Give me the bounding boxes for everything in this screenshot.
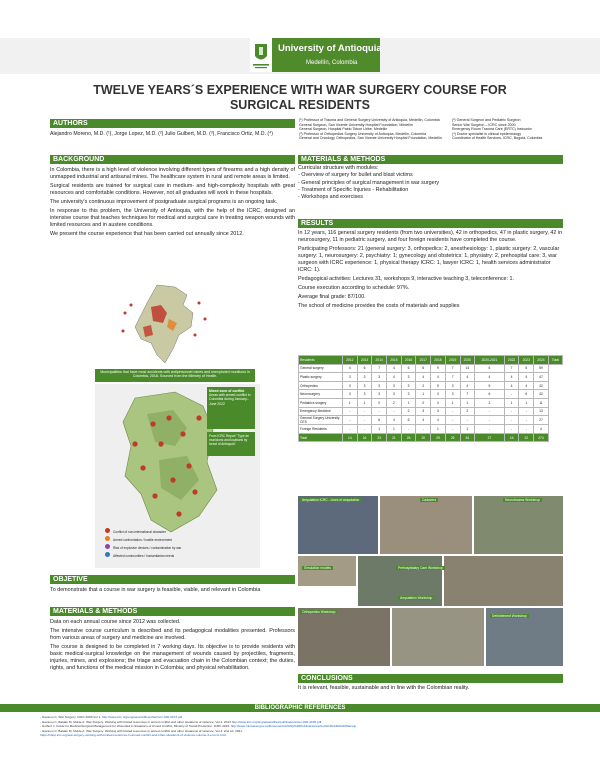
table-cell: 3 [431, 407, 446, 416]
table-cell: 3 [343, 373, 358, 382]
table-cell: 3 [401, 381, 416, 390]
table-row [299, 398, 563, 407]
methods-text-left [50, 619, 295, 674]
author-names: Alejandro Moreno, M.D. (¹), Jorge Lopez, M.D. (²) Julio Gulbert, M.D. (³), Francisco Ortiz, M.D. (⁴) [50, 131, 274, 137]
table-cell: 2019 [445, 356, 460, 365]
table-cell: 3 [401, 390, 416, 399]
paragraph: Course execution according to schedule: 97%. [298, 285, 410, 291]
affiliation: (²) General Surgeon and Pediatric Surgeon [452, 118, 521, 122]
row-label: Neurosurgery [299, 390, 343, 399]
paragraph: We present the course experience that has been carried out annually since 2012. [50, 231, 244, 237]
table-cell: 3 [357, 381, 372, 390]
table-cell: 1 [431, 425, 446, 434]
table-cell: 3 [372, 373, 387, 382]
results-text [298, 230, 563, 312]
table-cell: 3 [387, 390, 402, 399]
table-cell: 16 [504, 433, 519, 442]
table-cell: 9 [431, 364, 446, 373]
legend-label: Affected communities / humanitarian needs [113, 554, 175, 558]
photo-label: Prehospitalary Care Workshop [398, 566, 443, 570]
table-row [299, 390, 563, 399]
photo-extra [392, 608, 484, 666]
antioquia-map [95, 384, 260, 568]
paragraph: The school of medicine provides the costs of materials and supplies [298, 303, 460, 309]
objective-heading: OBJETIVE [50, 575, 295, 584]
university-city: Medellín, Colombia [306, 60, 358, 66]
table-cell: 27 [475, 433, 505, 442]
table-cell: 59 [534, 364, 549, 373]
table-cell: 2016 [401, 356, 416, 365]
legend-item [105, 528, 205, 536]
table-cell: 3 [343, 381, 358, 390]
table-cell: 4 [343, 364, 358, 373]
table-cell: 3 [357, 373, 372, 382]
table-cell: - [460, 416, 475, 425]
title-line-1: TWELVE YEARS´S EXPERIENCE WITH WAR SURGERY COURSE FOR [93, 83, 507, 97]
reference-text: - Giannou C. War Surgery. ICRC 2009 Vol 1. [40, 715, 102, 719]
paragraph: Surgical residents are trained for surgical care in medium- and high-complexity hospitals with great resources and comfortable conditions. However, not all graduates will work in these hospitals. [50, 183, 295, 196]
photo-amputation-workshop [444, 556, 563, 606]
paragraph: Pedagogical activities: Lectures 31, workshops 9, interactive teaching 3, teleconference: 1. [298, 276, 515, 282]
table-cell: 4 [519, 373, 534, 382]
table-cell: - [475, 407, 505, 416]
table-cell: 26 [401, 433, 416, 442]
table-cell: - [357, 407, 372, 416]
photo-label: Amputation ICRC - Lines of amputation [302, 498, 360, 502]
table-cell: 2015 [387, 356, 402, 365]
photo-label: Neurotrauma Workshop [505, 498, 540, 502]
paragraph: Participating Professors: 21 (general surgery: 3, orthopedics: 2, anesthesiology: 1, plastic surgery: 2, vascular surgery: 1, neurosurgery: 2, psychiatry: 1; gynecology and obstetrics: 1, physiatry: 2, prehospital care: 3, war surgeon with ICRC experience: 1, physical therapy ICRC: 1, lawyer ICRC: 1, health services administrator ICRC: 1). [298, 246, 560, 273]
reference-link[interactable]: http://www.minsalud.gov.co/Documentos%20y%20Publicaciones/Gu%C3%ADa%20Manejo [230, 724, 357, 729]
table-row [299, 373, 563, 382]
paragraph: The university's continuous improvement of postgraduate surgical programs is an ongoing task. [50, 199, 278, 205]
methods-intro: Curricular structure with modules: [298, 165, 379, 171]
table-cell: - [445, 425, 460, 434]
paragraph: In 12 years, 116 general surgery residents (from two universities), 42 in orthopedics, 47 in plastic surgery, 42 in neurosurgery, 11 in pediatric surgery, and four foreign residents have completed the course. [298, 230, 563, 243]
table-cell: Total [548, 356, 562, 365]
table-cell: 29 [431, 433, 446, 442]
university-logo [250, 38, 272, 72]
table-cell: 47 [534, 373, 549, 382]
methods-heading-left: MATERIALS & METHODS [50, 607, 295, 616]
table-cell: 2013 [357, 356, 372, 365]
table-cell: 2020-2021 [475, 356, 505, 365]
photo-label: Debridement Workshop [492, 614, 527, 618]
table-cell: 4 [431, 373, 446, 382]
module-item: - General principles of surgical management in war surgery [298, 179, 440, 186]
table-cell: 2018 [431, 356, 446, 365]
table-cell: 6 [372, 416, 387, 425]
reference-item [40, 733, 570, 738]
university-banner [272, 38, 380, 72]
colombia-map [95, 283, 245, 368]
table-cell: 4 [460, 373, 475, 382]
legend-dot-icon [105, 544, 110, 549]
affiliation: General Surgeon, Hospital Pablo Tobon Uribe, Medellin [299, 127, 388, 132]
table-cell: 4 [431, 416, 446, 425]
table-cell: 4 [460, 381, 475, 390]
table-cell: 14 [343, 433, 358, 442]
row-label: Emergency Medicine [299, 407, 343, 416]
table-cell: - [416, 425, 431, 434]
table-cell: 4 [519, 381, 534, 390]
table-cell: 2017 [416, 356, 431, 365]
table-cell: 3 [357, 390, 372, 399]
map-caption: Municipalities that have most accidents with antipersonnel mines and unexploded munitions in Colombia, 2018. Sourced from the Ministry of Health. [95, 369, 255, 382]
table-cell: 1 [372, 425, 387, 434]
module-item: - Workshops and exercises [298, 194, 363, 201]
photo-label: Cadavers [422, 498, 437, 502]
table-row [299, 364, 563, 373]
row-label: General Surgery University CES [299, 416, 343, 425]
title-line-2: SURGICAL RESIDENTS [229, 98, 371, 112]
table-row [299, 425, 563, 434]
university-crest-icon [250, 38, 272, 72]
table-cell: 1 [357, 398, 372, 407]
photo-label: Orthopedics Workshop [302, 610, 336, 614]
table-cell: - [445, 416, 460, 425]
table-cell: - [504, 390, 519, 399]
residents-table [298, 355, 563, 442]
table-cell: 7 [445, 373, 460, 382]
photo-label: Amputation Workshop [400, 596, 433, 600]
table-cell: 274 [534, 433, 549, 442]
table-cell: 5 [519, 364, 534, 373]
paragraph: The course is designed to be completed in 7 working days. Its objective is to provide residents with basic medical-surgical knowledge on the management of wounds caused by projectiles, fragments, injuries, mines, and explosions; the triage and evacuation chain in the Colombian context; the duties, rights, and functions of the medical mission in Colombia; and physical rehabilitation. [50, 644, 295, 671]
table-cell: 2023 [519, 356, 534, 365]
table-cell: 7 [504, 364, 519, 373]
table-cell: 0 [416, 398, 431, 407]
objective-text: To demonstrate that a course in war surgery is feasible, viable, and relevant in Colombia [50, 587, 261, 593]
row-label: Pediatrics surgery [299, 398, 343, 407]
table-cell: 13 [534, 407, 549, 416]
results-heading: RESULTS [298, 219, 563, 228]
reference-text: - Gulbert J, Guide for Medical-Surgical Management for Wounded in Situations of Armed Conflict, Ministry of Social Protection. ICRC 2010. [40, 724, 231, 729]
table-cell: 4 [387, 416, 402, 425]
row-label: Total [299, 433, 343, 442]
table-cell: 3 [401, 373, 416, 382]
affiliations-right [452, 118, 562, 141]
paragraph: Data on each annual course since 2012 was collected. [50, 619, 181, 625]
table-cell: 6 [475, 390, 505, 399]
table-cell: - [445, 407, 460, 416]
table-cell: 2022 [504, 356, 519, 365]
table-cell: 3 [372, 390, 387, 399]
table-cell: 6 [519, 390, 534, 399]
table-cell: 3 [445, 381, 460, 390]
table-cell: - [401, 425, 416, 434]
authors-heading: AUTHORS [50, 119, 295, 128]
table-cell: - [519, 416, 534, 425]
table-cell: 0 [372, 398, 387, 407]
table-cell: - [343, 407, 358, 416]
table-cell: 2 [475, 398, 505, 407]
row-label: Orthopedics [299, 381, 343, 390]
table-cell: 21 [387, 433, 402, 442]
table-cell: 14 [460, 364, 475, 373]
table-cell: 1 [504, 398, 519, 407]
table-cell: 4 [387, 364, 402, 373]
table-cell: - [504, 416, 519, 425]
row-label: General surgery [299, 364, 343, 373]
table-row [299, 407, 563, 416]
table-cell: 6 [401, 364, 416, 373]
photo-cadavers [380, 496, 472, 554]
table-cell: - [387, 407, 402, 416]
table-cell: 7 [372, 364, 387, 373]
table-cell: 2 [387, 398, 402, 407]
legend-item [105, 536, 205, 544]
table-cell: 27 [534, 416, 549, 425]
map-callout [207, 387, 255, 429]
photo-simulation [298, 556, 356, 586]
photo-amputation-lines [298, 496, 378, 554]
reference-text: - Giannou C, Baldan M, Molde A. War Surgery. Working with limited resources in armed conflict and other situations of violence, Vol 3. 2nd ed. 2021. [40, 728, 243, 733]
table-cell: 6 [401, 416, 416, 425]
table-cell: 2020 [460, 356, 475, 365]
table-cell: 6 [475, 364, 505, 373]
methods-list [298, 165, 563, 201]
map-legend [105, 528, 205, 560]
table-cell: 4 [416, 373, 431, 382]
affiliation: Coordinator of Health Services, ICRC, Bogotá, Colombia [452, 136, 543, 141]
legend-item [105, 552, 205, 560]
table-header-row [299, 356, 563, 365]
table-row [299, 416, 563, 425]
table-cell: 4 [416, 416, 431, 425]
legend-dot-icon [105, 536, 110, 541]
table-cell: 4 [534, 425, 549, 434]
references-list [40, 715, 570, 738]
table-cell: 42 [534, 381, 549, 390]
table-cell: 3 [387, 381, 402, 390]
table-cell: 16 [357, 433, 372, 442]
table-cell: 6 [416, 364, 431, 373]
table-cell: 3 [445, 390, 460, 399]
table-cell: 1 [416, 390, 431, 399]
paragraph: In response to this problem, the University of Antioquia, with the help of the ICRC, designed an intensive course that teaches techniques for medical and surgical care in treating weapon wounds with limited resources and in austere conditions. [50, 208, 295, 228]
methods-heading-right: MATERIALS & METHODS [298, 155, 563, 164]
map-callout-source: From ICRC Report "Type de municions and locations by forest of Antioquia" [207, 432, 255, 456]
table-cell: - [504, 425, 519, 434]
table-cell: 1 [343, 398, 358, 407]
row-label: Foreign Residents [299, 425, 343, 434]
legend-item [105, 544, 205, 552]
table-cell: - [519, 407, 534, 416]
table-cell: 1 [460, 398, 475, 407]
legend-label: Conflict of non-international character [113, 530, 166, 534]
table-cell: 5 [475, 381, 505, 390]
table-cell: 3 [372, 381, 387, 390]
table-cell: - [519, 425, 534, 434]
university-name: University of Antioquia [278, 43, 382, 54]
row-label: Residents [299, 356, 343, 365]
affiliation: Senior War Surgeon – ICRC since 2000 [452, 122, 516, 127]
affiliations-left [299, 118, 451, 141]
table-cell: - [357, 425, 372, 434]
table-cell: 4 [504, 381, 519, 390]
table-cell: 0 [431, 398, 446, 407]
photo-neurotrauma [474, 496, 563, 554]
table-cell: 11 [534, 398, 549, 407]
table-cell: 42 [534, 390, 549, 399]
table-cell: 23 [372, 433, 387, 442]
photo-collage [298, 496, 563, 666]
module-item: - Overview of surgery for bullet and blast victims [298, 172, 413, 179]
table-cell: - [475, 416, 505, 425]
reference-link[interactable]: http://www.icrc.org/eng/assets/files/publications/icrc-002-4105.pdf [231, 719, 322, 724]
table-cell: 4 [387, 373, 402, 382]
reference-text: - Giannou C, Baldan M, Molde A. War Surgery. Working with limited resources in armed conflict and other situations of violence, Vol 2. 2013 [40, 719, 232, 724]
table-cell: - [343, 425, 358, 434]
background-heading: BACKGROUND [50, 155, 295, 164]
table-cell: 3 [431, 390, 446, 399]
module-item: - Treatment of Specific Injuries - Rehabilitation [298, 186, 409, 193]
reference-link[interactable]: http://www.icrc.org/eng/assets/files/other/icrc-002-0973.pdf [101, 715, 183, 719]
table-cell: 4 [504, 373, 519, 382]
legend-label: Risk of explosive devices / contamination by war [113, 546, 182, 550]
table-cell: 1 [445, 398, 460, 407]
table-cell: - [504, 407, 519, 416]
table-cell: 2 [416, 381, 431, 390]
row-label: Plastic surgery [299, 373, 343, 382]
table-total-row [299, 433, 563, 442]
legend-label: Armed confrontation / hostile environment [113, 538, 172, 542]
table-cell: 4 [475, 373, 505, 382]
table-cell: 22 [519, 433, 534, 442]
table-cell: 7 [460, 390, 475, 399]
affiliation: General and Oncology Orthopedics, San Vicente University Hospital Foundation, Medellin [299, 136, 442, 141]
callout-title: Mixed zone of conflict [209, 389, 245, 393]
table-cell: 3 [416, 407, 431, 416]
table-row [299, 381, 563, 390]
table-cell: 25 [445, 433, 460, 442]
table-cell: 2012 [343, 356, 358, 365]
callout-body: Areas with armed conflict in Colombia during January–June 2022 [209, 393, 251, 406]
legend-dot-icon [105, 528, 110, 533]
affiliation: (¹) Professor of Trauma and General Surgery University of Antioquia, Medellin, Colombia [299, 118, 440, 122]
poster-title [40, 83, 560, 113]
table-cell: 2 [401, 407, 416, 416]
photo-orthopedics [298, 608, 390, 666]
conclusions-heading: CONCLUSIONS [298, 674, 563, 683]
paragraph: In Colombia, there is a high level of violence involving different types of firearms and a high density of unmapped industrial and artisanal mines. The healthcare system in rural and remote areas is limited. [50, 167, 295, 180]
table-cell: - [357, 416, 372, 425]
table-cell: 1 [460, 425, 475, 434]
table-cell: 1 [519, 398, 534, 407]
table-cell: 2024 [534, 356, 549, 365]
table-cell: 20 [416, 433, 431, 442]
table-cell: - [372, 407, 387, 416]
affiliation: (⁴) Doctor specialist in clinical epidemiology [452, 131, 522, 136]
background-text [50, 167, 295, 240]
affiliation: Emergency Room Trauma Care (ERTC) Instructor [452, 127, 532, 132]
paragraph: The intensive course curriculum is described and its pedagogical modalities presented. Professors from various areas of surgery and medicine are involved. [50, 628, 295, 641]
photo-label: Simulation models [304, 566, 331, 570]
table-cell: 5 [431, 381, 446, 390]
biblio-heading: BIBLIOGRAPHIC REFERENCES [0, 704, 600, 712]
conclusions-text: It is relevant, feasible, sustainable and in line with the Colombian reality. [298, 685, 470, 691]
affiliation: General Surgeon, San Vicente University Hospital Foundation, Medellin [299, 122, 413, 127]
affiliation: (³) Professor of Orthopedics Surgery University of Antioquia, Medellin, Colombia [299, 131, 427, 136]
paragraph: Average final grade: 87/100. [298, 294, 366, 300]
table-cell: 34 [460, 433, 475, 442]
table-cell: 2014 [372, 356, 387, 365]
table-cell: 3 [343, 390, 358, 399]
table-cell: 2 [460, 407, 475, 416]
table-cell: 1 [401, 398, 416, 407]
reference-link[interactable]: https://shop.icrc.org/war-surgery-working-with-limited-resources-in-armed-conflict-and-other-situations-of-violence-volume-3-en-icrc.html [40, 733, 227, 738]
table-cell: - [343, 416, 358, 425]
table-cell: 7 [445, 364, 460, 373]
table-cell: 1 [387, 425, 402, 434]
legend-dot-icon [105, 552, 110, 557]
table-cell: - [475, 425, 505, 434]
table-cell: 6 [357, 364, 372, 373]
